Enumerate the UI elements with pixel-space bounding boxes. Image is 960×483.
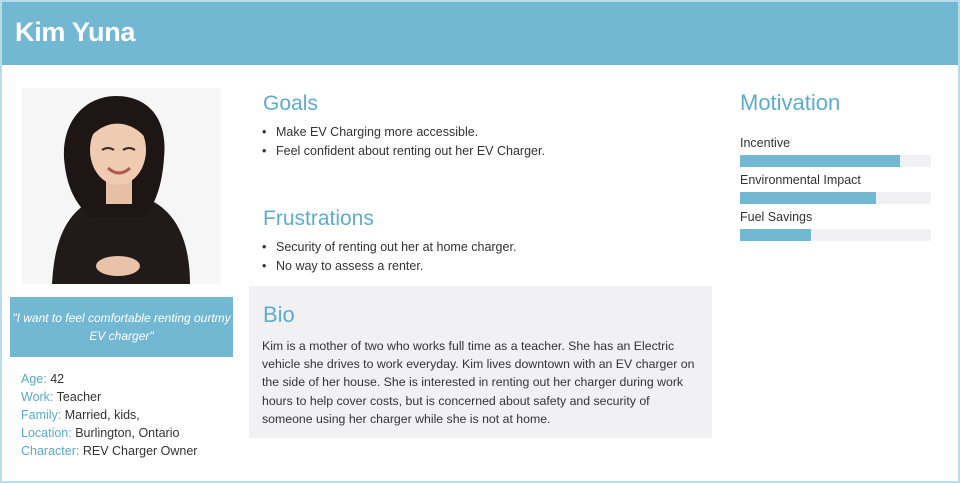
fact-label: Age: xyxy=(21,372,47,386)
frustration-item: • No way to assess a renter. xyxy=(262,257,516,276)
bio-panel xyxy=(249,286,712,438)
persona-photo xyxy=(22,88,221,284)
fact-location xyxy=(21,424,197,442)
frustrations-title: Frustrations xyxy=(263,207,374,230)
motivation-label-environmental-impact: Environmental Impact xyxy=(740,173,861,187)
fact-value: REV Charger Owner xyxy=(82,444,198,458)
goal-item: • Make EV Charging more accessible. xyxy=(262,123,545,142)
frustration-item: • Security of renting out her at home charger. xyxy=(262,238,516,257)
fact-value: Teacher xyxy=(56,390,102,404)
motivation-bar-fill xyxy=(740,192,876,204)
goals-list xyxy=(262,123,545,161)
frustrations-list xyxy=(262,238,516,276)
motivation-title: Motivation xyxy=(740,90,841,115)
motivation-bar-incentive xyxy=(740,155,931,167)
fact-label: Family: xyxy=(21,408,62,422)
persona-quote: "I want to feel comfortable renting ourtmy EV charger" xyxy=(10,297,233,357)
goals-title: Goals xyxy=(263,92,318,115)
fact-value: Married, kids, xyxy=(64,408,140,422)
fact-work xyxy=(21,388,197,406)
fact-label: Location: xyxy=(21,426,72,440)
fact-label: Work: xyxy=(21,390,54,404)
fact-character xyxy=(21,442,197,460)
fact-age xyxy=(21,370,197,388)
motivation-bar-fill xyxy=(740,155,900,167)
motivation-bar-environmental-impact xyxy=(740,192,931,204)
motivation-label-incentive: Incentive xyxy=(740,136,791,150)
fact-family xyxy=(21,406,197,424)
header-bar xyxy=(2,2,958,65)
fact-label: Character: xyxy=(21,444,80,458)
motivation-bar-fill xyxy=(740,229,811,241)
persona-name: Kim Yuna xyxy=(15,17,136,47)
bio-title: Bio xyxy=(263,302,295,327)
persona-facts xyxy=(21,370,197,460)
fact-value: Burlington, Ontario xyxy=(75,426,180,440)
goal-item: • Feel confident about renting out her EV Charger. xyxy=(262,142,545,161)
bio-text: Kim is a mother of two who works full time as a teacher. She has an Electric vehicle she drives to work everyday. Kim lives downtown with an EV charger on the side of her house. She is interested in renting out her charger during work hours to help cover costs, but is concerned about safety and security of someone using her charger while she is not at home. xyxy=(262,339,695,426)
motivation-bar-fuel-savings xyxy=(740,229,931,241)
fact-value: 42 xyxy=(50,372,65,386)
motivation-label-fuel-savings: Fuel Savings xyxy=(740,210,813,224)
